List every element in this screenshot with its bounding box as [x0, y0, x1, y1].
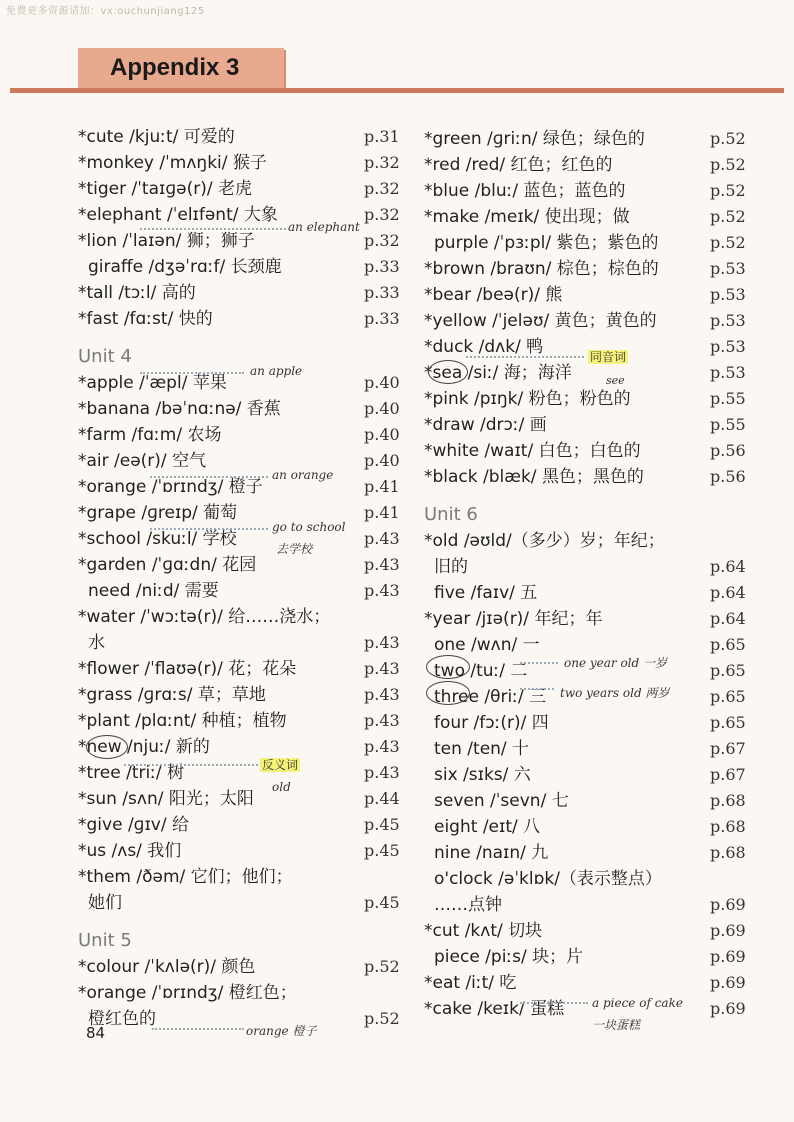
page-ref: p.43 [364, 737, 400, 756]
vocab-row [424, 788, 754, 814]
page-ref: p.43 [364, 581, 400, 600]
vocab-entry: five /faɪv/ 五 [434, 583, 538, 603]
vocab-entry: *white /waɪt/ 白色；白色的 [424, 441, 641, 461]
vocab-row [78, 306, 398, 332]
vocab-entry: *yellow /ˈjeləʊ/ 黄色；黄色的 [424, 311, 657, 331]
vocab-entry: *year /jɪə(r)/ 年纪；年 [424, 609, 603, 629]
vocab-entry: *make /meɪk/ 使出现；做 [424, 207, 630, 227]
vocab-entry: *brown /braʊn/ 棕色；棕色的 [424, 259, 659, 279]
vocab-row [78, 124, 398, 150]
circle-new [86, 735, 128, 759]
vocab-row [78, 604, 398, 630]
unit-heading: Unit 4 [78, 346, 132, 367]
vocab-row [78, 150, 398, 176]
page-ref: p.43 [364, 711, 400, 730]
vocab-row [78, 864, 398, 890]
unit-heading: Unit 6 [424, 504, 478, 525]
annotation-school-zh: 去学校 [276, 542, 313, 556]
annotation-cake: a piece of cake [592, 996, 683, 1010]
page-ref: p.53 [710, 285, 746, 304]
vocab-entry: *them /ðəm/ 它们；他们； [78, 867, 293, 887]
page-ref: p.45 [364, 815, 400, 834]
circle-one [426, 655, 470, 679]
vocab-entry: *sun /sʌn/ 阳光；太阳 [78, 789, 254, 809]
vocab-entry: giraffe /dʒəˈrɑːf/ 长颈鹿 [88, 257, 282, 277]
page-ref: p.56 [710, 467, 746, 486]
page-ref: p.52 [710, 155, 746, 174]
vocab-entry: *green /ɡriːn/ 绿色；绿色的 [424, 129, 645, 149]
annotation-elephant: an elephant [288, 220, 360, 234]
vocab-entry: *blue /bluː/ 蓝色；蓝色的 [424, 181, 626, 201]
vocab-row [424, 736, 754, 762]
annotation-cake-zh: 一块蛋糕 [592, 1018, 641, 1032]
highlight-antonym: 反义词 [262, 758, 299, 772]
vocab-row [424, 256, 754, 282]
annotation-line [124, 764, 258, 766]
annotation-line [520, 662, 558, 664]
vocab-entry: *garden /ˈɡɑːdn/ 花园 [78, 555, 257, 575]
circle-sea [428, 360, 468, 384]
page-ref: p.43 [364, 763, 400, 782]
annotation-orange-5: orange 橙子 [246, 1024, 317, 1038]
vocab-entry: *flower /ˈflaʊə(r)/ 花；花朵 [78, 659, 297, 679]
vocab-entry: *duck /dʌk/ 鸭 [424, 337, 544, 357]
circle-two [426, 681, 470, 705]
page-ref: p.69 [710, 947, 746, 966]
annotation-line [466, 356, 584, 358]
vocab-row [78, 708, 398, 734]
vocab-row [424, 762, 754, 788]
annotation-line [520, 688, 554, 690]
page-ref: p.67 [710, 739, 746, 758]
page-ref: p.53 [710, 363, 746, 382]
vocab-row [424, 866, 754, 892]
vocab-entry: *grape /ɡreɪp/ 葡萄 [78, 503, 238, 523]
page-ref: p.33 [364, 309, 400, 328]
page-ref: p.64 [710, 557, 746, 576]
right-column [424, 126, 754, 1022]
page-ref: p.52 [710, 129, 746, 148]
page-ref: p.69 [710, 895, 746, 914]
vocab-entry: piece /piːs/ 块；片 [434, 947, 584, 967]
page-ref: p.41 [364, 477, 400, 496]
vocab-row [424, 814, 754, 840]
vocab-entry: *grass /ɡrɑːs/ 草；草地 [78, 685, 266, 705]
vocab-entry: *cut /kʌt/ 切块 [424, 921, 543, 941]
vocab-entry: six /sɪks/ 六 [434, 765, 531, 785]
vocab-entry: *lion /ˈlaɪən/ 狮；狮子 [78, 231, 255, 251]
vocab-entry: *banana /bəˈnɑːnə/ 香蕉 [78, 399, 281, 419]
page-ref: p.52 [710, 233, 746, 252]
annotation-new-old: old [272, 780, 291, 794]
page-ref: p.43 [364, 685, 400, 704]
vocab-row [424, 386, 754, 412]
page-title: Appendix 3 [110, 54, 240, 81]
vocab-entry: *black /blæk/ 黑色；黑色的 [424, 467, 644, 487]
vocab-entry: *apple /ˈæpl/ 苹果 [78, 373, 227, 393]
page-ref: p.55 [710, 389, 746, 408]
annotation-line [140, 372, 244, 374]
vocab-entry: *farm /fɑːm/ 农场 [78, 425, 222, 445]
vocab-row [78, 552, 398, 578]
header-rule [10, 88, 784, 93]
annotation-sea-see: see [606, 374, 625, 387]
vocab-entry: *fast /fɑːst/ 快的 [78, 309, 213, 329]
page-ref: p.69 [710, 921, 746, 940]
vocab-row [424, 204, 754, 230]
page-ref: p.52 [710, 207, 746, 226]
page-ref: p.65 [710, 713, 746, 732]
vocab-row [78, 422, 398, 448]
vocab-entry: *water /ˈwɔːtə(r)/ 给……浇水； [78, 607, 331, 627]
vocab-entry: *tiger /ˈtaɪɡə(r)/ 老虎 [78, 179, 252, 199]
vocab-row [424, 606, 754, 632]
page-ref: p.45 [364, 841, 400, 860]
vocab-row [424, 308, 754, 334]
vocab-entry: *colour /ˈkʌlə(r)/ 颜色 [78, 957, 256, 977]
vocab-entry: *tall /tɔːl/ 高的 [78, 283, 196, 303]
vocab-row [424, 970, 754, 996]
page-ref: p.64 [710, 609, 746, 628]
vocab-row [78, 254, 398, 280]
vocab-entry: nine /naɪn/ 九 [434, 843, 549, 863]
page-ref: p.56 [710, 441, 746, 460]
watermark: 免费更多资源请加：vx:ouchunjiang125 [6, 6, 205, 17]
unit-heading: Unit 5 [78, 930, 132, 951]
vocab-row [424, 178, 754, 204]
page-ref: p.52 [364, 957, 400, 976]
page-ref: p.43 [364, 633, 400, 652]
vocab-entry: one /wʌn/ 一 [434, 635, 540, 655]
annotation-two: two years old 两岁 [560, 686, 670, 700]
annotation-line [150, 528, 268, 530]
vocab-entry: 旧的 [434, 557, 468, 577]
vocab-entry: eight /eɪt/ 八 [434, 817, 541, 837]
vocab-entry: ……点钟 [434, 895, 502, 915]
page-ref: p.53 [710, 311, 746, 330]
page-ref: p.65 [710, 661, 746, 680]
annotation-school: go to school [272, 520, 346, 534]
vocab-row [424, 892, 754, 918]
page-ref: p.32 [364, 231, 400, 250]
vocab-row [78, 890, 398, 916]
vocab-row [424, 126, 754, 152]
vocab-row [424, 710, 754, 736]
vocab-row [424, 580, 754, 606]
vocab-row [424, 944, 754, 970]
vocab-row [424, 554, 754, 580]
vocab-entry: seven /ˈsevn/ 七 [434, 791, 569, 811]
vocab-entry: *plant /plɑːnt/ 种植；植物 [78, 711, 287, 731]
vocab-entry: *eat /iːt/ 吃 [424, 973, 517, 993]
page-ref: p.68 [710, 791, 746, 810]
annotation-line [150, 476, 268, 478]
vocab-entry: *orange /ˈɒrɪndʒ/ 橙红色； [78, 983, 297, 1003]
vocab-entry: *school /skuːl/ 学校 [78, 529, 237, 549]
page-ref: p.40 [364, 425, 400, 444]
page-ref: p.40 [364, 451, 400, 470]
vocab-row [78, 838, 398, 864]
vocab-entry: *cute /kjuːt/ 可爱的 [78, 127, 235, 147]
page-ref: p.69 [710, 999, 746, 1018]
vocab-row [78, 280, 398, 306]
vocab-row [78, 578, 398, 604]
page-ref: p.52 [710, 181, 746, 200]
page-ref: p.53 [710, 259, 746, 278]
annotation-orange: an orange [272, 468, 334, 482]
page-ref: p.32 [364, 179, 400, 198]
page-ref: p.33 [364, 283, 400, 302]
vocab-entry: 水 [88, 633, 105, 653]
vocab-entry: *sea /siː/ 海；海洋 [424, 363, 572, 383]
page-ref: p.40 [364, 399, 400, 418]
vocab-entry: 橙红色的 [88, 1009, 156, 1029]
page-ref: p.65 [710, 687, 746, 706]
vocab-row [424, 528, 754, 554]
vocab-entry: 她们 [88, 893, 122, 913]
annotation-line [520, 1002, 588, 1004]
page-ref: p.53 [710, 337, 746, 356]
vocab-row [424, 840, 754, 866]
vocab-row [78, 396, 398, 422]
vocab-row [424, 230, 754, 256]
page-ref: p.43 [364, 529, 400, 548]
vocab-row [78, 812, 398, 838]
vocab-row [78, 682, 398, 708]
page-ref: p.64 [710, 583, 746, 602]
vocab-entry: *give /ɡɪv/ 给 [78, 815, 189, 835]
page-ref: p.43 [364, 659, 400, 678]
vocab-entry: *tree /triː/ 树 [78, 763, 185, 783]
page-ref: p.41 [364, 503, 400, 522]
page-ref: p.69 [710, 973, 746, 992]
highlight-homophone: 同音词 [590, 350, 627, 364]
page-ref: p.33 [364, 257, 400, 276]
vocab-entry: *red /red/ 红色；红色的 [424, 155, 613, 175]
vocab-row [424, 282, 754, 308]
page-ref: p.68 [710, 843, 746, 862]
annotation-apple: an apple [250, 364, 303, 378]
vocab-entry: *elephant /ˈelɪfənt/ 大象 [78, 205, 278, 225]
vocab-row [424, 464, 754, 490]
page-ref: p.67 [710, 765, 746, 784]
vocab-entry: *pink /pɪŋk/ 粉色；粉色的 [424, 389, 631, 409]
vocab-entry: *bear /beə(r)/ 熊 [424, 285, 563, 305]
page-ref: p.44 [364, 789, 400, 808]
page-ref: p.40 [364, 373, 400, 392]
vocab-row [78, 500, 398, 526]
annotation-line [152, 1028, 244, 1030]
vocab-entry: *old /əʊld/（多少）岁；年纪； [424, 531, 665, 551]
vocab-entry: ten /ten/ 十 [434, 739, 530, 759]
annotation-line [140, 228, 286, 230]
page-ref: p.55 [710, 415, 746, 434]
vocab-entry: *monkey /ˈmʌŋki/ 猴子 [78, 153, 267, 173]
vocab-row [78, 980, 398, 1006]
vocab-row [78, 448, 398, 474]
vocab-entry: need /niːd/ 需要 [88, 581, 219, 601]
vocab-row [78, 630, 398, 656]
vocab-row [78, 954, 398, 980]
left-column [78, 124, 398, 1032]
vocab-entry: two /tuː/ 二 [434, 661, 528, 681]
vocab-row [424, 996, 754, 1022]
vocab-entry: *orange /ˈɒrɪndʒ/ 橙子 [78, 477, 263, 497]
vocab-row [424, 918, 754, 944]
vocab-row [78, 656, 398, 682]
page-number: 84 [86, 1024, 106, 1042]
vocab-entry: *cake /keɪk/ 蛋糕 [424, 999, 565, 1019]
vocab-entry: *new /njuː/ 新的 [78, 737, 210, 757]
page-ref: p.31 [364, 127, 400, 146]
vocab-entry: o'clock /əˈklɒk/（表示整点） [434, 869, 662, 889]
vocab-entry: *air /eə(r)/ 空气 [78, 451, 207, 471]
page-ref: p.45 [364, 893, 400, 912]
vocab-entry: *draw /drɔː/ 画 [424, 415, 547, 435]
vocab-row [424, 412, 754, 438]
vocab-entry: purple /ˈpɜːpl/ 紫色；紫色的 [434, 233, 659, 253]
page-ref: p.43 [364, 555, 400, 574]
vocab-entry: three /θriː/ 三 [434, 687, 547, 707]
vocab-entry: *us /ʌs/ 我们 [78, 841, 182, 861]
vocab-row [424, 152, 754, 178]
vocab-row [424, 438, 754, 464]
vocab-row [78, 176, 398, 202]
page-ref: p.32 [364, 205, 400, 224]
annotation-one: one year old 一岁 [564, 656, 668, 670]
vocab-row [78, 786, 398, 812]
page-ref: p.65 [710, 635, 746, 654]
page-ref: p.32 [364, 153, 400, 172]
annotation-new [260, 756, 300, 773]
page-ref: p.52 [364, 1009, 400, 1028]
annotation-sea [588, 348, 628, 365]
vocab-entry: four /fɔː(r)/ 四 [434, 713, 549, 733]
page-ref: p.68 [710, 817, 746, 836]
